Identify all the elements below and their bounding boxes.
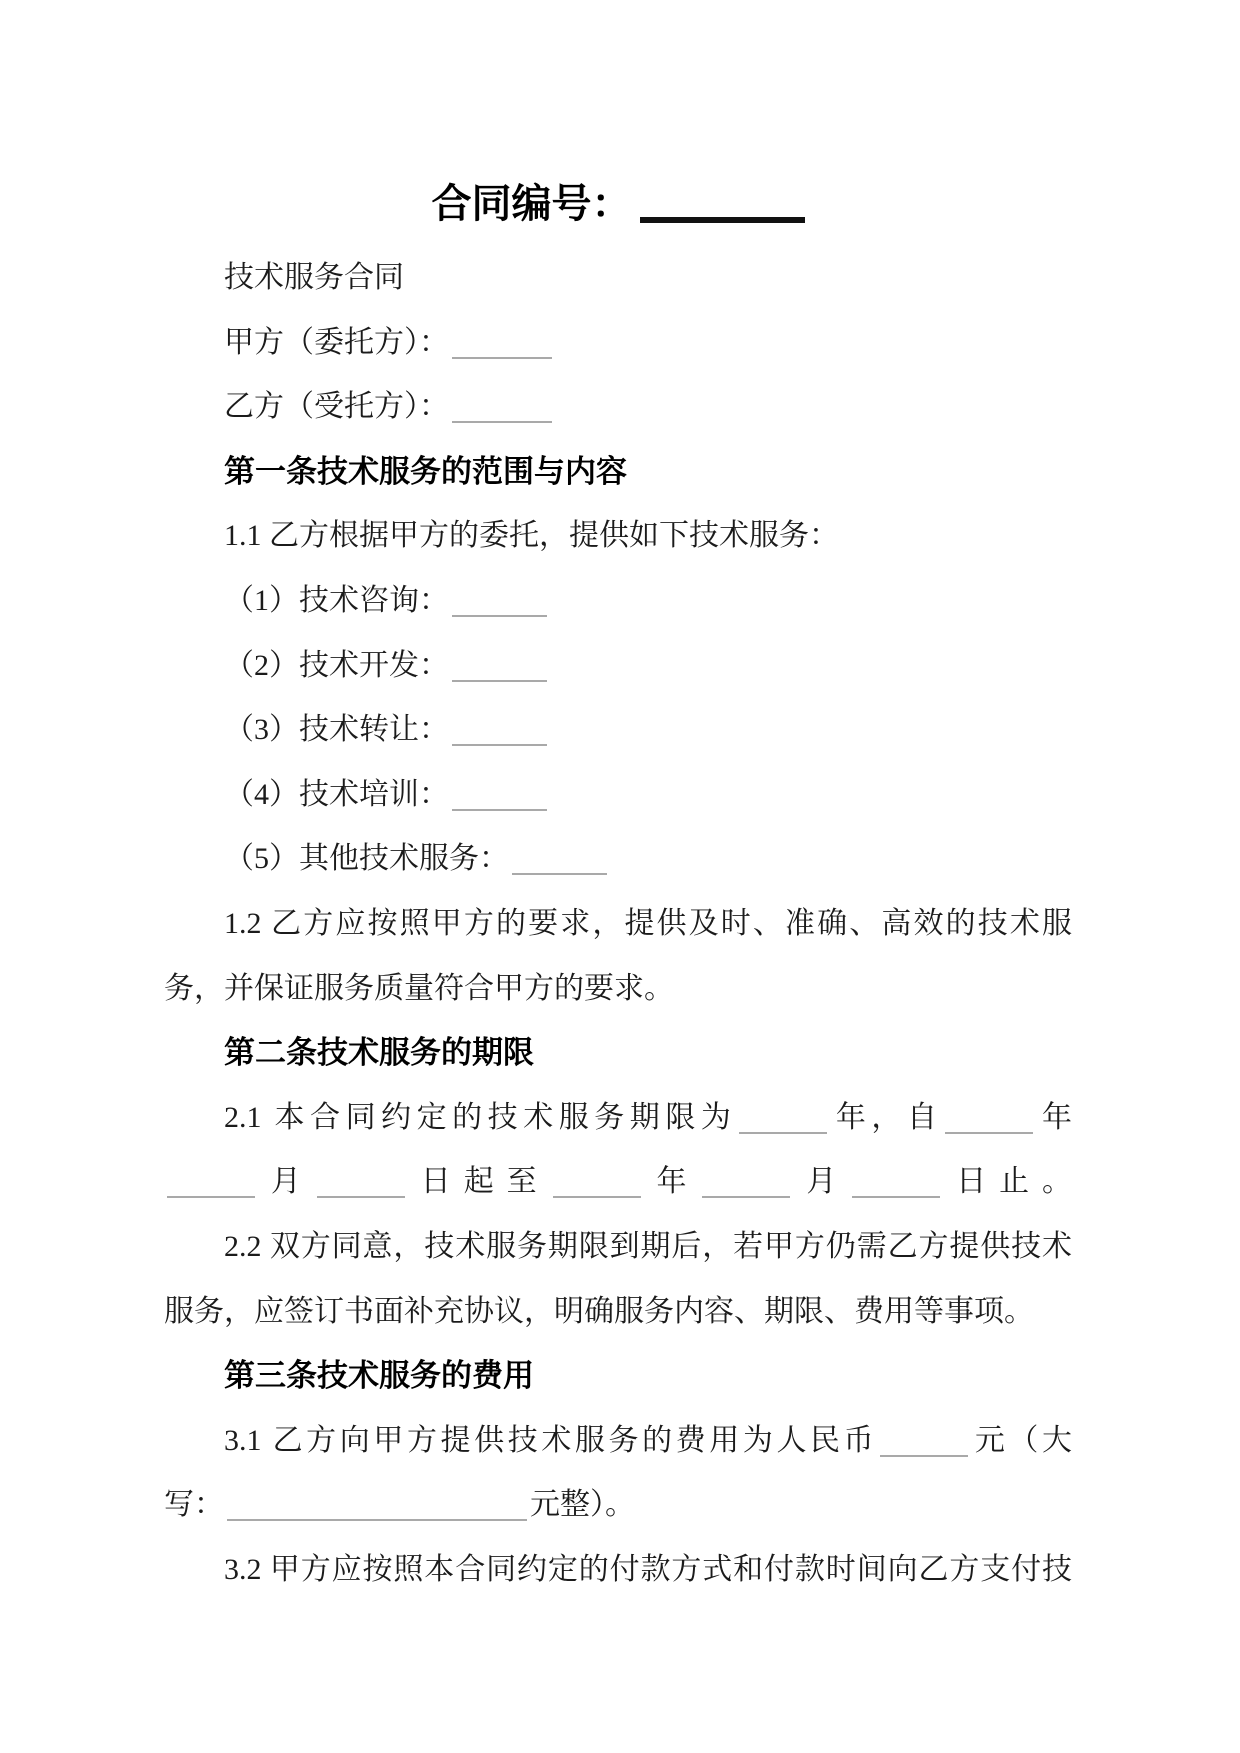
fill-in-blank <box>227 1519 527 1521</box>
text-run: 3.1 乙方向甲方提供技术服务的费用为人民币 <box>224 1423 878 1457</box>
contract-line <box>164 311 1072 376</box>
fill-in-blank <box>452 680 547 682</box>
text-run: 务，并保证服务质量符合甲方的要求。 <box>164 971 674 1005</box>
text-run: 年 <box>643 1165 700 1199</box>
fill-in-blank <box>167 1196 255 1198</box>
text-run: 乙方（受托方）： <box>224 390 449 424</box>
contract-line <box>164 698 1072 763</box>
text-run: （1）技术咨询： <box>224 583 449 617</box>
fill-in-blank <box>317 1196 405 1198</box>
contract-line <box>164 1473 1072 1538</box>
text-run: 技术服务合同 <box>224 261 404 294</box>
contract-line <box>164 1215 1072 1280</box>
text-run: （4）技术培训： <box>224 777 449 811</box>
text-run: （5）其他技术服务： <box>224 842 509 876</box>
text-run: 1.1 乙方根据甲方的委托，提供如下技术服务： <box>224 519 839 553</box>
text-run: 日止。 <box>943 1165 1072 1199</box>
text-run: 第二条技术服务的期限 <box>224 1035 534 1071</box>
text-run: 2.1 本合同约定的技术服务期限为 <box>224 1100 737 1134</box>
text-run: 1.2 乙方应按照甲方的要求，提供及时、准确、高效的技术服 <box>224 906 1072 940</box>
text-run: 月 <box>258 1165 314 1199</box>
fill-in-blank <box>739 1132 827 1134</box>
contract-line <box>164 763 1072 828</box>
fill-in-blank <box>452 421 552 423</box>
section-heading <box>164 440 1072 505</box>
contract-line <box>164 375 1072 440</box>
contract-line <box>164 246 1072 311</box>
text-run: 服务，应签订书面补充协议，明确服务内容、期限、费用等事项。 <box>164 1294 1034 1328</box>
text-run: 年 <box>1036 1100 1072 1134</box>
text-run: 甲方（委托方）： <box>224 325 449 359</box>
contract-line <box>164 1280 1072 1345</box>
fill-in-blank <box>880 1455 968 1457</box>
text-run: 月 <box>793 1165 850 1199</box>
contract-number-blank <box>640 217 805 223</box>
fill-in-blank <box>452 809 547 811</box>
contract-line <box>164 634 1072 699</box>
contract-body <box>164 246 1072 1602</box>
text-run: 第一条技术服务的范围与内容 <box>224 453 627 489</box>
text-run: 写： <box>164 1488 224 1522</box>
text-run: （3）技术转让： <box>224 713 449 747</box>
text-run: 第三条技术服务的费用 <box>224 1358 534 1394</box>
contract-line <box>164 1150 1072 1215</box>
text-run: 元（大 <box>971 1423 1072 1457</box>
contract-line <box>164 1538 1072 1603</box>
fill-in-blank <box>452 744 547 746</box>
fill-in-blank <box>945 1132 1033 1134</box>
fill-in-blank <box>553 1196 641 1198</box>
contract-line <box>164 957 1072 1022</box>
contract-line <box>164 1409 1072 1474</box>
contract-line <box>164 504 1072 569</box>
text-run: 元整）。 <box>530 1488 635 1522</box>
fill-in-blank <box>852 1196 940 1198</box>
text-run: 年，自 <box>830 1100 943 1134</box>
section-heading <box>164 1021 1072 1086</box>
fill-in-blank <box>702 1196 790 1198</box>
fill-in-blank <box>452 615 547 617</box>
text-run: 日起至 <box>407 1165 550 1199</box>
page-title <box>164 172 1072 236</box>
contract-line <box>164 1086 1072 1151</box>
contract-line <box>164 827 1072 892</box>
contract-line <box>164 892 1072 957</box>
fill-in-blank <box>512 873 607 875</box>
fill-in-blank <box>452 357 552 359</box>
section-heading <box>164 1344 1072 1409</box>
text-run: 3.2 甲方应按照本合同约定的付款方式和付款时间向乙方支付技 <box>224 1552 1072 1586</box>
text-run: 2.2 双方同意，技术服务期限到期后，若甲方仍需乙方提供技术 <box>224 1229 1072 1263</box>
contract-line <box>164 569 1072 634</box>
text-run: （2）技术开发： <box>224 648 449 682</box>
contract-number-label: 合同编号： <box>431 182 632 226</box>
